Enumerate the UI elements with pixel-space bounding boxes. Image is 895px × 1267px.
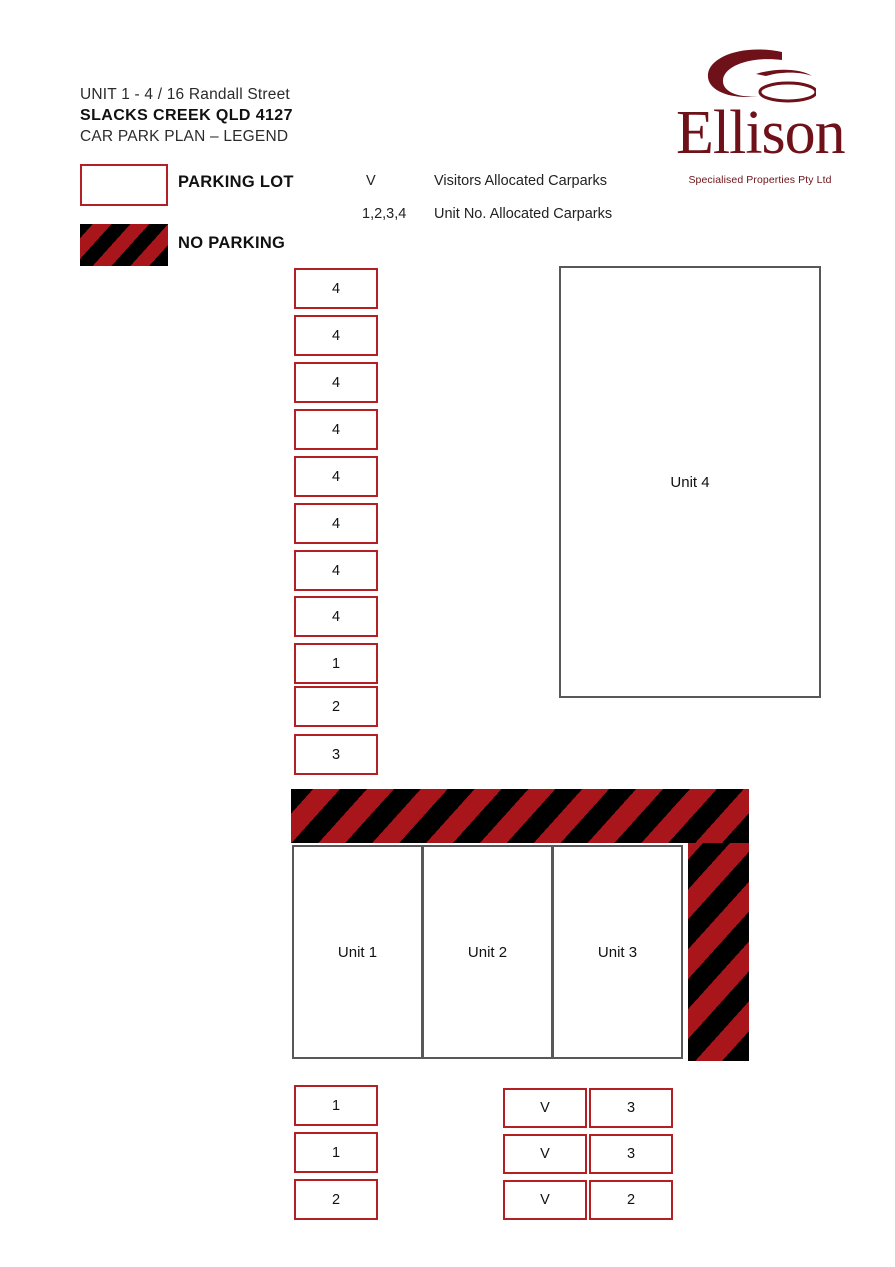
building-label: Unit 3 — [597, 943, 638, 961]
legend-label-no-parking: NO PARKING — [178, 234, 286, 252]
parking-bay[interactable]: 3 — [294, 734, 378, 775]
building-unit-2[interactable] — [422, 845, 553, 1059]
parking-bay[interactable]: 4 — [294, 596, 378, 637]
parking-bay[interactable]: 4 — [294, 550, 378, 591]
parking-bay[interactable]: 2 — [589, 1180, 673, 1220]
visitor-parking-bay[interactable]: V — [503, 1088, 587, 1128]
parking-bay[interactable]: 4 — [294, 456, 378, 497]
company-logo — [676, 46, 844, 196]
parking-bay[interactable]: 3 — [589, 1134, 673, 1174]
building-unit-4[interactable] — [559, 266, 821, 698]
parking-bay[interactable]: 4 — [294, 503, 378, 544]
plan-subtitle: CAR PARK PLAN – LEGEND — [80, 128, 289, 145]
parking-bay[interactable]: 2 — [294, 1179, 378, 1220]
parking-bay[interactable]: 1 — [294, 643, 378, 684]
parking-bay[interactable]: 2 — [294, 686, 378, 727]
logo-wordmark: Ellison — [676, 99, 845, 167]
building-label: Unit 1 — [337, 943, 378, 961]
visitor-parking-bay[interactable]: V — [503, 1180, 587, 1220]
no-parking-zone-right — [688, 843, 749, 1061]
parking-bay[interactable]: 4 — [294, 315, 378, 356]
legend-swatch-parking-lot — [80, 164, 168, 206]
address-line-1: UNIT 1 - 4 / 16 Randall Street — [80, 86, 290, 103]
legend-key-symbol-visitors: V — [366, 173, 376, 189]
parking-bay[interactable]: 4 — [294, 409, 378, 450]
no-parking-zone-top — [291, 789, 749, 843]
legend-label-parking-lot: PARKING LOT — [178, 173, 294, 191]
logo-tagline: Specialised Properties Pty Ltd — [688, 174, 832, 186]
parking-bay[interactable]: 4 — [294, 362, 378, 403]
legend-key-text-units: Unit No. Allocated Carparks — [434, 206, 613, 222]
building-unit-1[interactable] — [292, 845, 423, 1059]
visitor-parking-bay[interactable]: V — [503, 1134, 587, 1174]
parking-bay[interactable]: 4 — [294, 268, 378, 309]
parking-bay[interactable]: 1 — [294, 1132, 378, 1173]
building-label: Unit 4 — [670, 473, 710, 491]
building-unit-3[interactable] — [552, 845, 683, 1059]
building-label: Unit 2 — [467, 943, 508, 961]
legend-key-symbol-units: 1,2,3,4 — [362, 206, 407, 222]
parking-bay[interactable]: 1 — [294, 1085, 378, 1126]
parking-bay[interactable]: 3 — [589, 1088, 673, 1128]
legend-key-text-visitors: Visitors Allocated Carparks — [434, 173, 608, 189]
page-title — [80, 84, 560, 147]
address-line-2: SLACKS CREEK QLD 4127 — [80, 107, 293, 124]
legend-swatch-no-parking — [80, 224, 168, 266]
